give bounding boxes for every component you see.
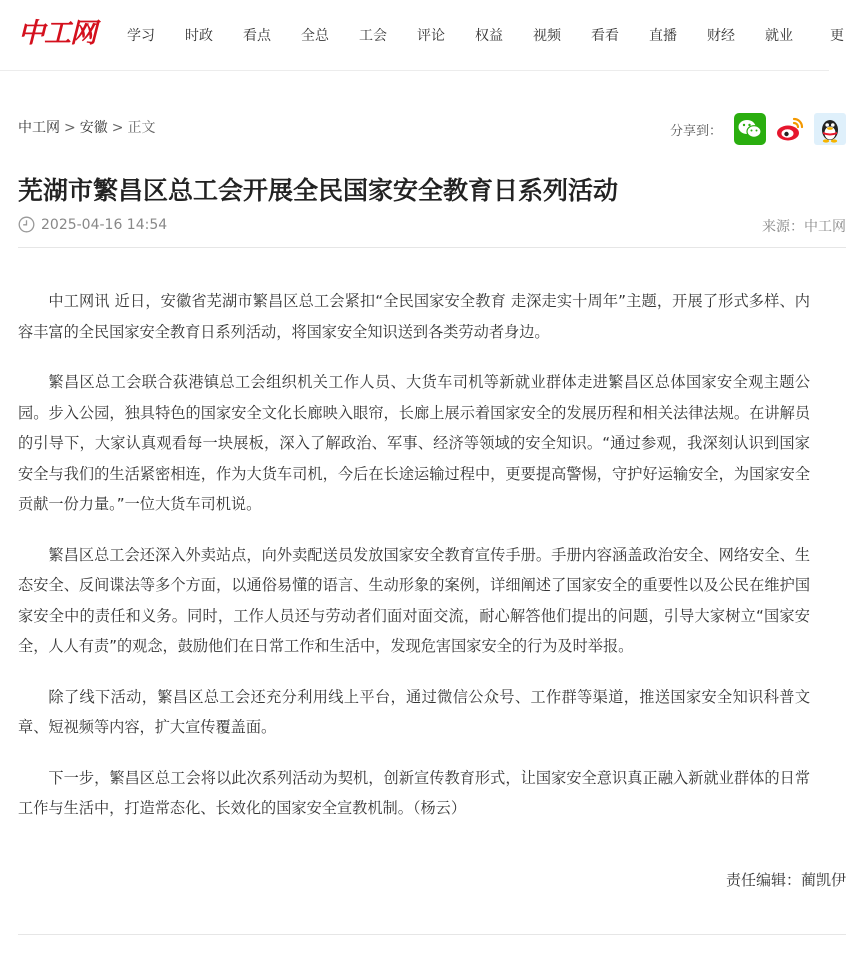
editor-label: 责任编辑： <box>725 871 801 889</box>
footer-divider <box>18 934 846 935</box>
article-paragraph: 繁昌区总工会还深入外卖站点，向外卖配送员发放国家安全教育宣传手册。手册内容涵盖政治安全、网络安全、生态安全、反间谍法等多个方面，以通俗易懂的语言、生动形象的案例，详细阐述了国家安全的重要性以及公民在维护国家安全中的责任和义务。同时，工作人员还与劳动者们面对面交流，耐心解答他们提出的问题，引导大家树立“国家安全，人人有责”的观念，鼓励他们在日常工作和生活中，发现危害国家安全的行为及时举报。 <box>18 545 810 655</box>
nav-item-pinglun[interactable]: 评论 <box>417 28 445 44</box>
breadcrumb-section[interactable]: 安徽 <box>79 120 108 136</box>
source-label: 来源： <box>762 219 804 235</box>
nav-item-shizheng[interactable]: 时政 <box>185 28 213 44</box>
nav-item-quanzong[interactable]: 全总 <box>301 28 329 44</box>
responsible-editor <box>726 868 846 892</box>
weibo-icon <box>774 113 806 145</box>
nav-item-gonghui[interactable]: 工会 <box>359 28 387 44</box>
weibo-share-button[interactable] <box>774 113 806 145</box>
article-paragraph: 繁昌区总工会联合荻港镇总工会组织机关工作人员、大货车司机等新就业群体走进繁昌区总体国家安全观主题公园。步入公园，独具特色的国家安全文化长廊映入眼帘，长廊上展示着国家安全的发展历程和相关法律法规。在讲解员的引导下，大家认真观看每一块展板，深入了解政治、军事、经济等领域的安全知识。“通过参观，我深刻认识到国家安全与我们的生活紧密相连，作为大货车司机，今后在长途运输过程中，更要提高警惕，守护好运输安全，为国家安全贡献一份力量。”一位大货车司机说。 <box>18 373 810 513</box>
nav-item-xuexi[interactable]: 学习 <box>127 28 155 44</box>
article-body <box>18 286 810 844</box>
breadcrumb-current: 正文 <box>127 120 156 136</box>
nav-item-caijing[interactable]: 财经 <box>707 28 735 44</box>
title-divider <box>18 247 846 248</box>
editor-name: 蔺凯伊 <box>800 871 846 889</box>
nav-item-quanyi[interactable]: 权益 <box>475 28 503 44</box>
nav-item-kankan[interactable]: 看看 <box>591 28 619 44</box>
top-navigation <box>0 0 844 71</box>
publish-date: 2025-04-16 14:54 <box>41 216 168 233</box>
breadcrumb <box>18 118 155 138</box>
qq-penguin-icon <box>814 113 846 145</box>
article-paragraph: 除了线下活动，繁昌区总工会还充分利用线上平台，通过微信公众号、工作群等渠道，推送国家安全知识科普文章、短视频等内容，扩大宣传覆盖面。 <box>18 687 810 736</box>
nav-item-kandian[interactable]: 看点 <box>243 28 271 44</box>
nav-item-more[interactable]: 更 <box>830 28 844 44</box>
wechat-icon <box>734 113 766 145</box>
nav-item-zhibo[interactable]: 直播 <box>649 28 677 44</box>
source-name: 中工网 <box>804 219 846 235</box>
breadcrumb-separator: > <box>111 120 124 136</box>
nav-menu <box>112 0 866 70</box>
article-meta <box>18 214 846 238</box>
breadcrumb-home[interactable]: 中工网 <box>18 120 60 136</box>
article-source <box>762 216 846 236</box>
nav-item-shipin[interactable]: 视频 <box>533 28 561 44</box>
publish-date-wrap <box>18 216 167 233</box>
site-logo[interactable]: 中工网 <box>18 18 96 49</box>
qq-share-button[interactable] <box>814 113 846 145</box>
share-label: 分享到： <box>669 123 722 139</box>
wechat-share-button[interactable] <box>734 113 766 145</box>
breadcrumb-separator: > <box>64 120 76 136</box>
breadcrumb-row <box>18 112 846 146</box>
nav-item-jiuye[interactable]: 就业 <box>765 28 793 44</box>
article-paragraph: 下一步，繁昌区总工会将以此次系列活动为契机，创新宣传教育形式，让国家安全意识真正融入新就业群体的日常工作与生活中，打造常态化、长效化的国家安全宣教机制。（杨云） <box>18 768 810 817</box>
article-paragraph: 中工网讯 近日，安徽省芜湖市繁昌区总工会紧扣“全民国家安全教育 走深走实十周年”主题，开展了形式多样、内容丰富的全民国家安全教育日系列活动，将国家安全知识送到各类劳动者身边。 <box>18 292 810 341</box>
article-title: 芜湖市繁昌区总工会开展全民国家安全教育日系列活动 <box>18 176 619 205</box>
clock-icon <box>18 216 35 233</box>
share-bar <box>670 112 846 146</box>
